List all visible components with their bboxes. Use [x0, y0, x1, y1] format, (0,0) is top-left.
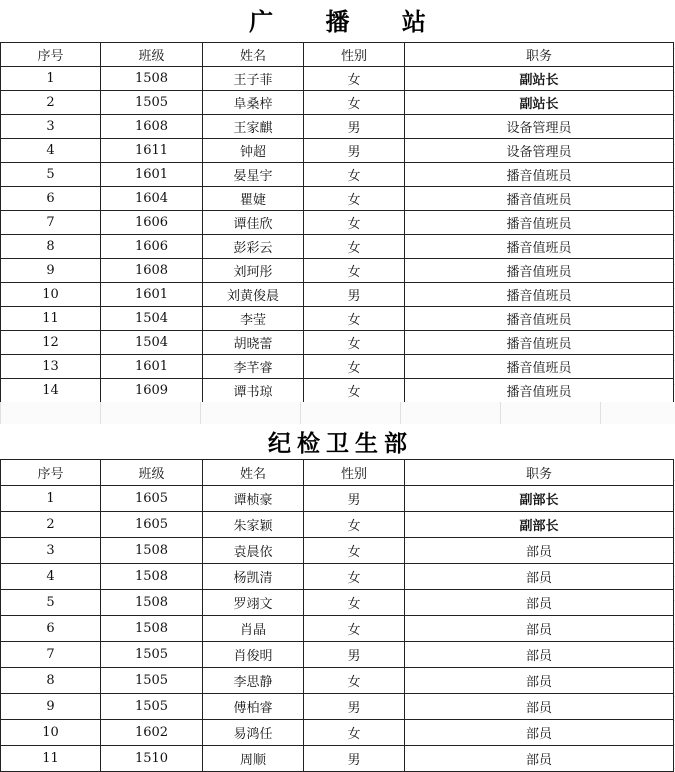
table-row [1, 564, 674, 590]
cell-class: 1606 [101, 235, 203, 259]
cell-index: 7 [1, 642, 101, 668]
cell-name: 肖俊明 [203, 642, 304, 668]
broadcast-station-table [0, 42, 674, 403]
cell-role: 设备管理员 [405, 139, 674, 163]
cell-index: 10 [1, 283, 101, 307]
cell-role: 部员 [405, 538, 674, 564]
cell-name: 彭彩云 [203, 235, 304, 259]
table-row [1, 720, 674, 746]
section-title-discipline-hygiene: 纪检卫生部 [0, 424, 675, 460]
table-row [1, 67, 674, 91]
cell-role: 部员 [405, 668, 674, 694]
cell-index: 1 [1, 67, 101, 91]
cell-name: 王子菲 [203, 67, 304, 91]
cell-role: 部员 [405, 564, 674, 590]
cell-role: 播音值班员 [405, 163, 674, 187]
cell-name: 刘珂彤 [203, 259, 304, 283]
cell-name: 李芊睿 [203, 355, 304, 379]
table-row [1, 163, 674, 187]
cell-class: 1508 [101, 616, 203, 642]
cell-gender: 女 [304, 512, 405, 538]
cell-class: 1601 [101, 163, 203, 187]
cell-name: 李思静 [203, 668, 304, 694]
cell-index: 8 [1, 235, 101, 259]
cell-name: 李莹 [203, 307, 304, 331]
cell-index: 6 [1, 187, 101, 211]
cell-class: 1508 [101, 538, 203, 564]
cell-role: 部员 [405, 616, 674, 642]
cell-name: 瞿婕 [203, 187, 304, 211]
header-class: 班级 [101, 43, 203, 67]
cell-gender: 男 [304, 694, 405, 720]
cell-role: 播音值班员 [405, 235, 674, 259]
cell-name: 傅柏睿 [203, 694, 304, 720]
cell-role: 设备管理员 [405, 115, 674, 139]
cell-class: 1504 [101, 331, 203, 355]
cell-class: 1505 [101, 91, 203, 115]
cell-gender: 女 [304, 331, 405, 355]
cell-gender: 女 [304, 259, 405, 283]
cell-index: 7 [1, 211, 101, 235]
cell-role: 副部长 [405, 486, 674, 512]
cell-class: 1510 [101, 746, 203, 772]
cell-gender: 女 [304, 720, 405, 746]
cell-index: 12 [1, 331, 101, 355]
cell-role: 播音值班员 [405, 379, 674, 403]
cell-index: 11 [1, 746, 101, 772]
cell-class: 1608 [101, 115, 203, 139]
cell-index: 6 [1, 616, 101, 642]
cell-class: 1601 [101, 283, 203, 307]
cell-class: 1505 [101, 694, 203, 720]
cell-gender: 女 [304, 67, 405, 91]
cell-gender: 女 [304, 616, 405, 642]
cell-gender: 女 [304, 163, 405, 187]
cell-index: 4 [1, 564, 101, 590]
cell-gender: 女 [304, 538, 405, 564]
cell-name: 肖晶 [203, 616, 304, 642]
header-name: 姓名 [203, 460, 304, 486]
cell-gender: 女 [304, 187, 405, 211]
cell-index: 1 [1, 486, 101, 512]
discipline-hygiene-table [0, 459, 674, 772]
cell-role: 部员 [405, 720, 674, 746]
cell-class: 1602 [101, 720, 203, 746]
cell-role: 播音值班员 [405, 211, 674, 235]
cell-index: 2 [1, 512, 101, 538]
cell-index: 5 [1, 163, 101, 187]
cell-gender: 女 [304, 91, 405, 115]
table-row [1, 211, 674, 235]
cell-role: 部员 [405, 694, 674, 720]
cell-name: 谭佳欣 [203, 211, 304, 235]
cell-index: 5 [1, 590, 101, 616]
header-index: 序号 [1, 43, 101, 67]
table-row [1, 512, 674, 538]
cell-index: 9 [1, 694, 101, 720]
header-role: 职务 [405, 460, 674, 486]
cell-index: 2 [1, 91, 101, 115]
table-row [1, 616, 674, 642]
cell-gender: 男 [304, 486, 405, 512]
cell-gender: 男 [304, 115, 405, 139]
cell-class: 1508 [101, 67, 203, 91]
cell-gender: 女 [304, 307, 405, 331]
header-gender: 性别 [304, 43, 405, 67]
cell-class: 1605 [101, 486, 203, 512]
table-row [1, 91, 674, 115]
cell-gender: 女 [304, 379, 405, 403]
cell-name: 谭书琼 [203, 379, 304, 403]
cell-role: 部员 [405, 746, 674, 772]
cell-class: 1504 [101, 307, 203, 331]
table-row [1, 331, 674, 355]
cell-class: 1601 [101, 355, 203, 379]
cell-role: 部员 [405, 642, 674, 668]
cell-role: 播音值班员 [405, 355, 674, 379]
cell-name: 胡晓蕾 [203, 331, 304, 355]
table-row [1, 235, 674, 259]
table-row [1, 283, 674, 307]
cell-class: 1604 [101, 187, 203, 211]
cell-name: 朱家颖 [203, 512, 304, 538]
cell-index: 9 [1, 259, 101, 283]
table-row [1, 538, 674, 564]
cell-class: 1605 [101, 512, 203, 538]
cell-gender: 女 [304, 355, 405, 379]
cell-class: 1606 [101, 211, 203, 235]
table-row [1, 746, 674, 772]
table-row [1, 694, 674, 720]
cell-name: 晏星宇 [203, 163, 304, 187]
table-row [1, 187, 674, 211]
cell-class: 1505 [101, 668, 203, 694]
table-row [1, 259, 674, 283]
table-row [1, 668, 674, 694]
cell-class: 1505 [101, 642, 203, 668]
cell-index: 3 [1, 115, 101, 139]
cell-name: 谭桢豪 [203, 486, 304, 512]
cell-index: 14 [1, 379, 101, 403]
cell-class: 1508 [101, 590, 203, 616]
cell-name: 易鸿任 [203, 720, 304, 746]
header-class: 班级 [101, 460, 203, 486]
cell-gender: 男 [304, 139, 405, 163]
cell-index: 3 [1, 538, 101, 564]
cell-role: 播音值班员 [405, 259, 674, 283]
table-row [1, 355, 674, 379]
cell-name: 王家麒 [203, 115, 304, 139]
cell-gender: 男 [304, 283, 405, 307]
cell-name: 罗翊文 [203, 590, 304, 616]
cell-role: 副部长 [405, 512, 674, 538]
cell-index: 8 [1, 668, 101, 694]
cell-index: 4 [1, 139, 101, 163]
cell-index: 13 [1, 355, 101, 379]
cell-index: 10 [1, 720, 101, 746]
header-name: 姓名 [203, 43, 304, 67]
cell-gender: 女 [304, 564, 405, 590]
cell-gender: 女 [304, 211, 405, 235]
cell-role: 播音值班员 [405, 283, 674, 307]
cell-role: 播音值班员 [405, 331, 674, 355]
cell-role: 播音值班员 [405, 187, 674, 211]
table-row [1, 307, 674, 331]
cell-class: 1508 [101, 564, 203, 590]
table-row [1, 590, 674, 616]
cell-name: 钟超 [203, 139, 304, 163]
cell-gender: 女 [304, 235, 405, 259]
header-gender: 性别 [304, 460, 405, 486]
cell-gender: 男 [304, 746, 405, 772]
cell-role: 部员 [405, 590, 674, 616]
cell-class: 1611 [101, 139, 203, 163]
cell-name: 刘黄俊晨 [203, 283, 304, 307]
table-row [1, 139, 674, 163]
cell-name: 阜桑梓 [203, 91, 304, 115]
table-row [1, 486, 674, 512]
header-index: 序号 [1, 460, 101, 486]
table-header-row [1, 460, 674, 486]
cell-class: 1609 [101, 379, 203, 403]
table-row [1, 379, 674, 403]
table-header-row [1, 43, 674, 67]
empty-spacer-row [0, 402, 675, 425]
cell-role: 副站长 [405, 91, 674, 115]
cell-gender: 男 [304, 642, 405, 668]
cell-index: 11 [1, 307, 101, 331]
cell-gender: 女 [304, 668, 405, 694]
cell-name: 杨凯清 [203, 564, 304, 590]
cell-name: 袁晨依 [203, 538, 304, 564]
table-row [1, 115, 674, 139]
cell-name: 周顺 [203, 746, 304, 772]
cell-role: 播音值班员 [405, 307, 674, 331]
cell-role: 副站长 [405, 67, 674, 91]
table-row [1, 642, 674, 668]
cell-class: 1608 [101, 259, 203, 283]
cell-gender: 女 [304, 590, 405, 616]
header-role: 职务 [405, 43, 674, 67]
section-title-broadcast-station: 广 播 站 [0, 0, 675, 42]
